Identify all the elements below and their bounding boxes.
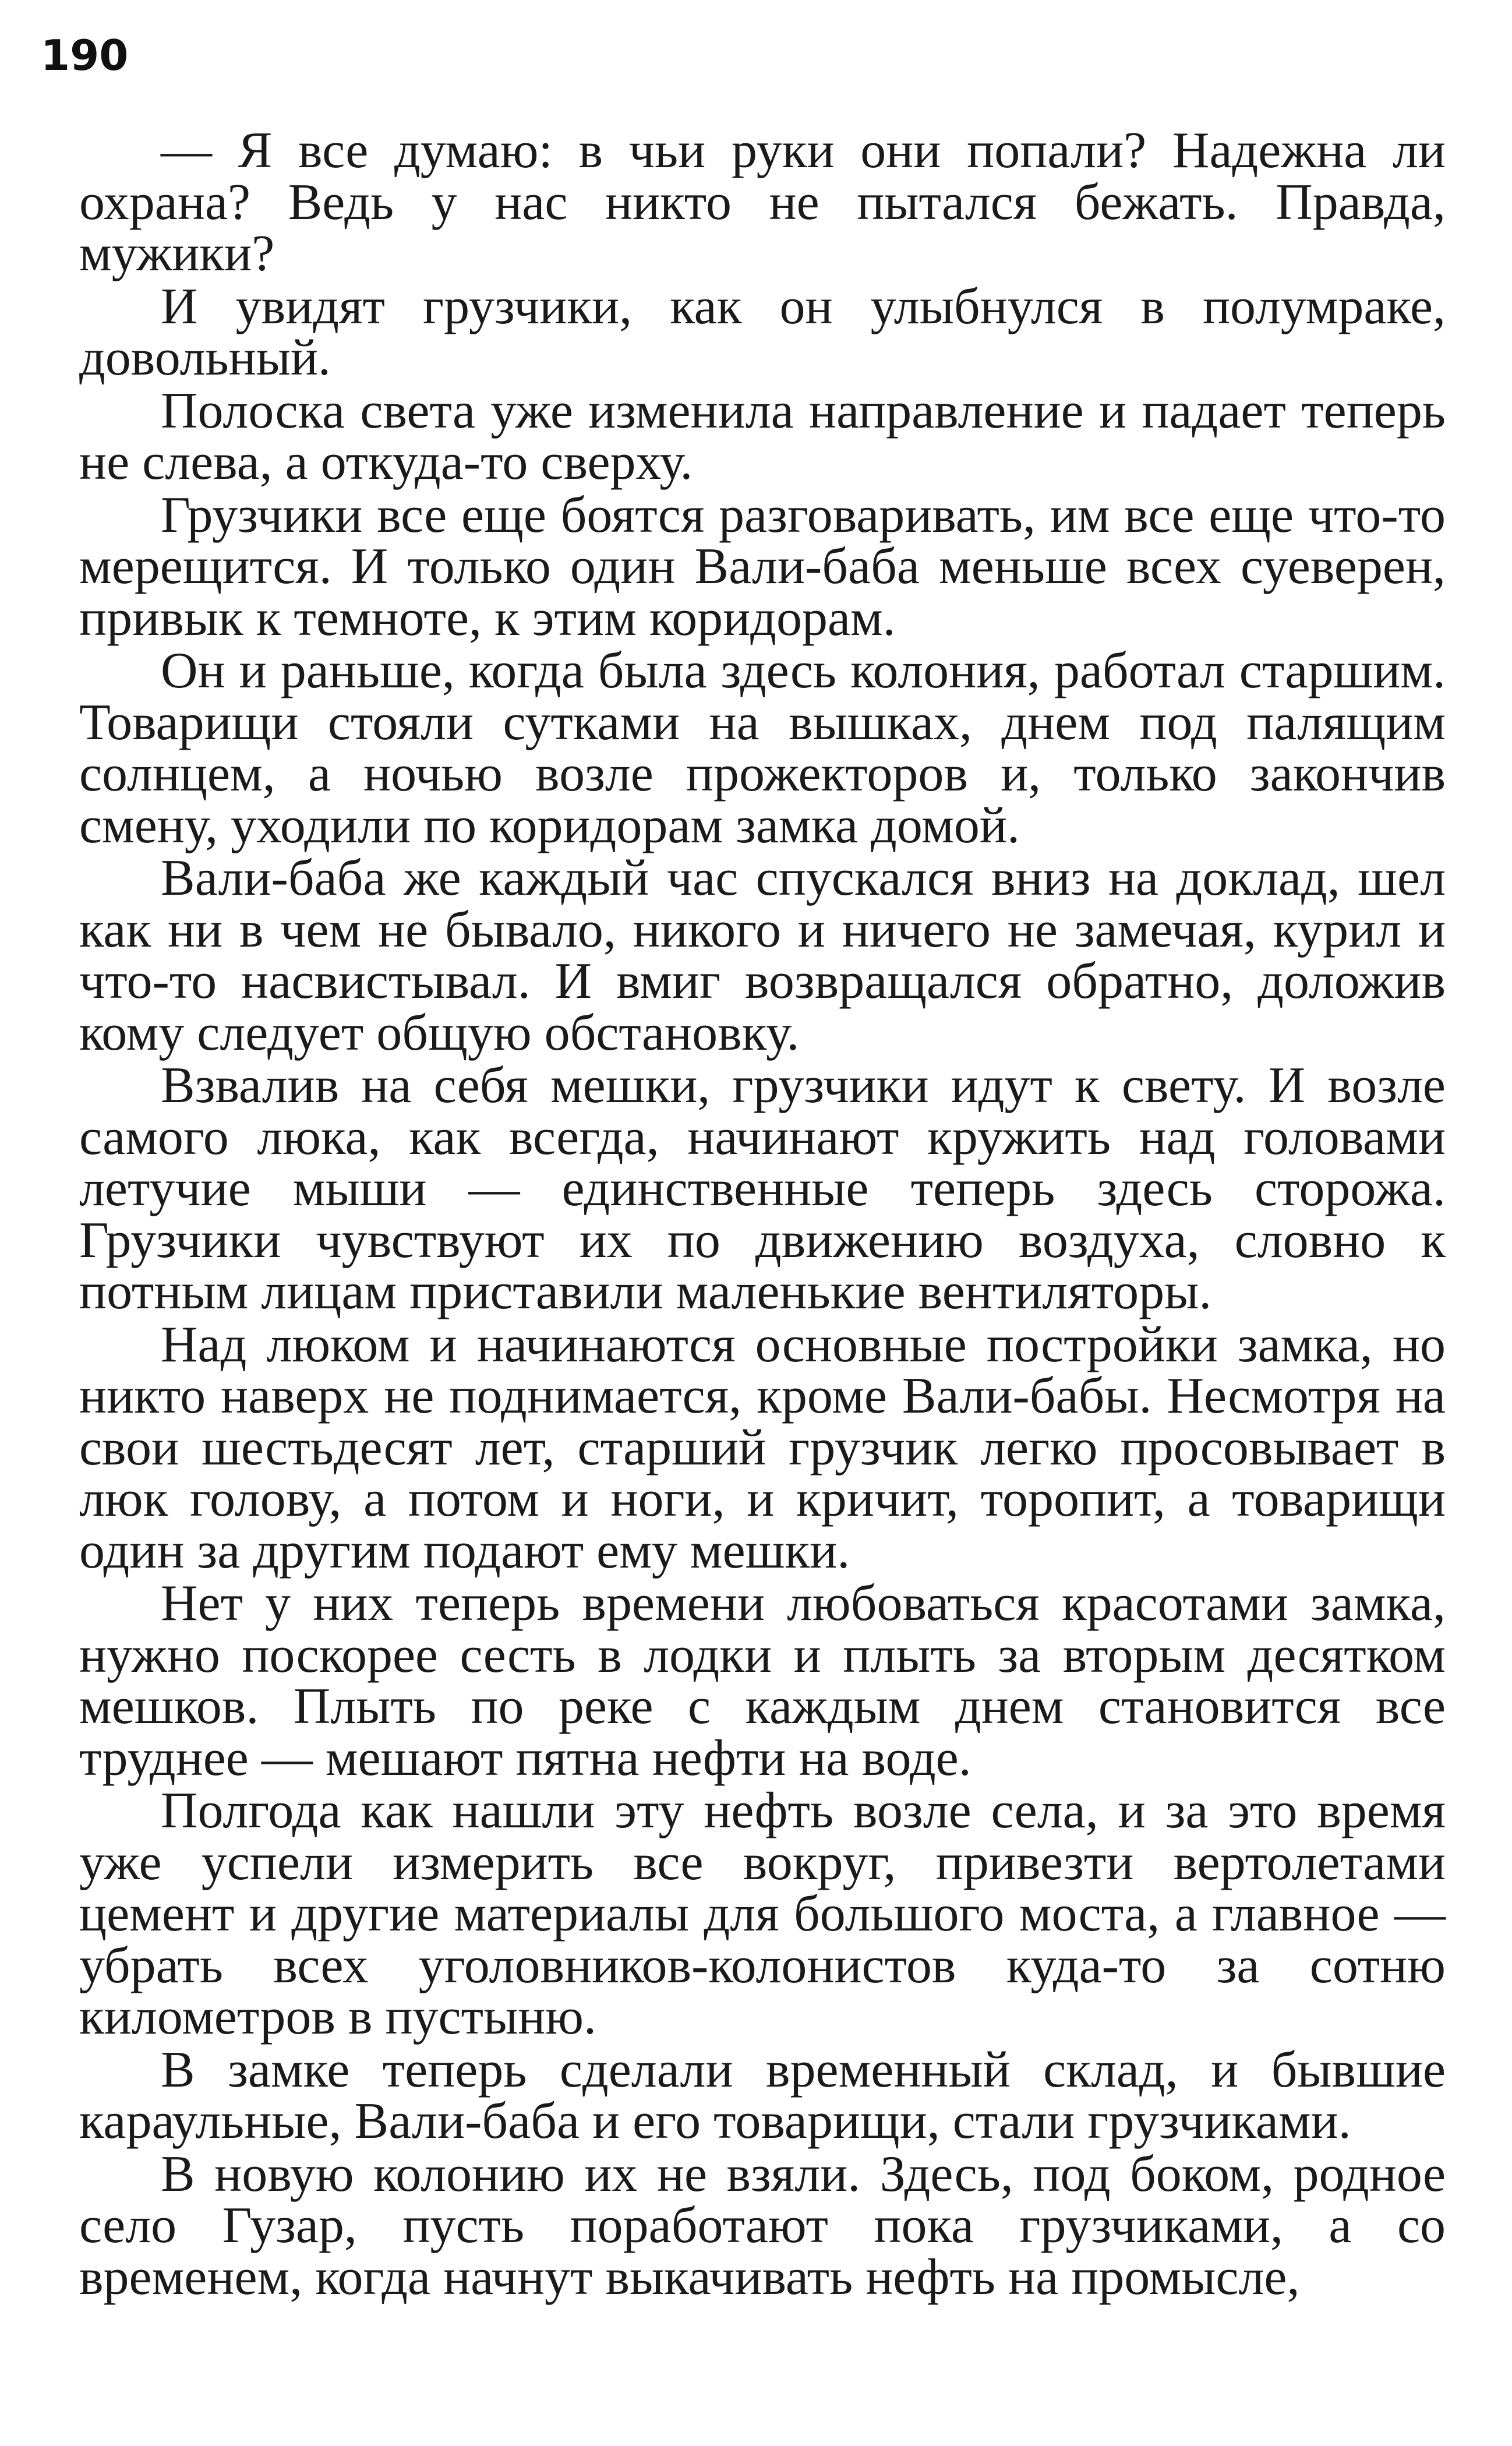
- paragraph: Он и раньше, когда была здесь колония, работал старшим. Товарищи стояли сутками на вышках, днем под палящим солнцем, а ночью возле прожекторов и, только закончив смену, уходили по коридорам замка домой.: [79, 643, 1446, 854]
- paragraph: Грузчики все еще боятся разговаривать, им все еще что-то мерещится. И только один Вали-баба меньше всех суеверен, привык к темноте, к этим коридорам.: [79, 486, 1446, 647]
- paragraph: В замке теперь сделали временный склад, и бывшие караульные, Вали-баба и его товарищи, стали грузчиками.: [79, 2041, 1446, 2149]
- paragraph: И увидят грузчики, как он улыбнулся в полумраке, довольный.: [79, 278, 1446, 386]
- paragraph: В новую колонию их не взяли. Здесь, под боком, родное село Гузар, пусть поработают пока грузчиками, а со временем, когда начнут выкачивать нефть на промысле,: [79, 2145, 1446, 2306]
- paragraph: Полгода как нашли эту нефть возле села, и за это время уже успели измерить все вокруг, привезти вертолетами цемент и другие материалы для большого моста, а главное — убрать всех уголовников-колонистов куда-то за сотню километров в пустыню.: [79, 1783, 1446, 2045]
- paragraph: Вали-баба же каждый час спускался вниз на доклад, шел как ни в чем не бывало, никого и ничего не замечая, курил и что-то насвистывал. И вмиг возвращался обратно, доложив кому следует общую обстановку.: [79, 850, 1446, 1061]
- paragraph: Нет у них теперь времени любоваться красотами замка, нужно поскорее сесть в лодки и плыть за вторым десятком мешков. Плыть по реке с каждым днем становится все труднее — мешают пятна нефти на воде.: [79, 1575, 1446, 1787]
- paragraph: — Я все думаю: в чьи руки они попали? Надежна ли охрана? Ведь у нас никто не пытался бежать. Правда, мужики?: [79, 122, 1446, 282]
- paragraph: Взвалив на себя мешки, грузчики идут к свету. И возле самого люка, как всегда, начинают кружить над головами летучие мыши — единственные теперь здесь сторожа. Грузчики чувствуют их по движению воздуха, словно к потным лицам приставили маленькие вентиляторы.: [79, 1057, 1446, 1320]
- paragraph: Полоска света уже изменила направление и падает теперь не слева, а откуда-то сверху.: [79, 382, 1446, 490]
- text-column: [79, 122, 1446, 2306]
- page-number: 190: [41, 31, 129, 80]
- paragraph: Над люком и начинаются основные постройки замка, но никто наверх не поднимается, кроме Вали-бабы. Несмотря на свои шестьдесят лет, старший грузчик легко просовывает в люк голову, а потом и ноги, и кричит, торопит, а товарищи один за другим подают ему мешки.: [79, 1316, 1446, 1579]
